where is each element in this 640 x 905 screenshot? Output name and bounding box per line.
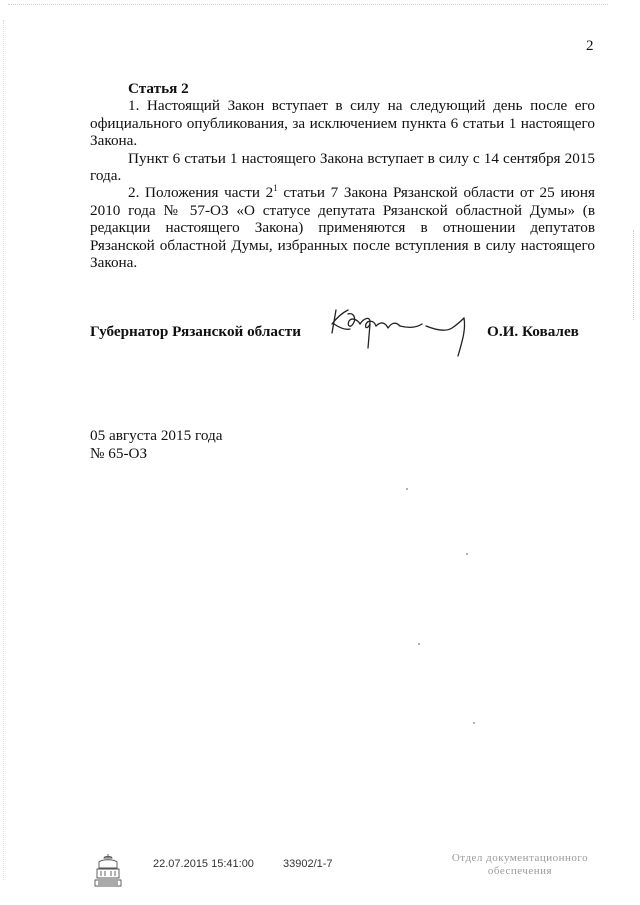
paragraph-3-superscript: 1 <box>273 183 278 194</box>
footer-document-id: 33902/1-7 <box>283 858 333 870</box>
coat-of-arms-emblem <box>94 852 122 888</box>
scan-speck <box>473 722 475 724</box>
paragraph-1: 1. Настоящий Закон вступает в силу на следующий день после его официального опубликования, за исключением пункта 6 статьи 1 настоящего Закона. <box>90 97 595 150</box>
article-title: Статья 2 <box>128 80 189 97</box>
footer-timestamp: 22.07.2015 15:41:00 <box>153 858 254 870</box>
scan-speck <box>466 553 468 555</box>
enactment-block <box>90 427 222 463</box>
paragraph-3-start: 2. Положения части 2 <box>128 184 274 202</box>
enactment-date: 05 августа 2015 года <box>90 427 223 444</box>
stamp-line-1: Отдел документационного <box>451 852 589 864</box>
department-stamp <box>445 852 595 878</box>
scan-speck <box>406 488 408 490</box>
article-body <box>90 80 595 271</box>
paragraph-3-end: статьи 7 Закона Рязанской области от 25 июня 2010 года № 57-ОЗ «О статусе депутата Рязанской областной Думы» (в редакции настоящего Закона) применяются в отношении депутатов Рязанской областной Думы, избранных после вступления в силу настоящего Закона. <box>90 184 595 272</box>
scan-artifact-left <box>3 20 6 880</box>
page-number: 2 <box>586 38 594 54</box>
paragraph-3 <box>90 184 595 271</box>
handwritten-signature <box>322 300 482 360</box>
paragraph-2: Пункт 6 статьи 1 настоящего Закона вступает в силу с 14 сентября 2015 года. <box>90 149 595 185</box>
scan-artifact-top <box>8 4 608 8</box>
scan-artifact-right <box>633 230 636 320</box>
signatory-title: Губернатор Рязанской области <box>90 323 301 340</box>
stamp-line-2: обеспечения <box>487 865 553 877</box>
signatory-name: О.И. Ковалев <box>487 323 579 340</box>
law-number: № 65-ОЗ <box>90 445 148 462</box>
scan-speck <box>418 643 420 645</box>
